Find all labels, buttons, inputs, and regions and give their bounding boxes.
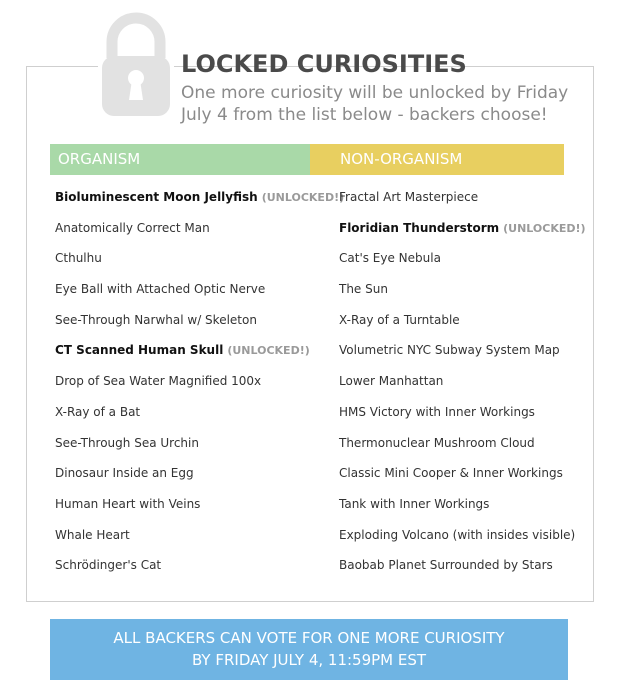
curiosity-name: Anatomically Correct Man [55, 220, 210, 235]
unlocked-badge: (UNLOCKED!) [261, 191, 345, 204]
curiosity-name: Bioluminescent Moon Jellyfish [55, 190, 258, 204]
list-item [55, 309, 344, 340]
curiosity-name: Drop of Sea Water Magnified 100x [55, 374, 262, 389]
list-item [55, 370, 344, 401]
list-item [339, 309, 586, 340]
curiosity-name: Whale Heart [55, 527, 130, 542]
organism-column-header: ORGANISM [50, 144, 310, 175]
list-item [339, 278, 586, 309]
list-item [339, 554, 586, 585]
list-item [339, 432, 586, 463]
curiosity-name: Dinosaur Inside an Egg [55, 466, 194, 481]
curiosity-name: Human Heart with Veins [55, 496, 201, 511]
curiosity-name: See-Through Narwhal w/ Skeleton [55, 312, 257, 327]
curiosity-name: Exploding Volcano (with insides visible) [339, 527, 576, 542]
curiosity-name: Cat's Eye Nebula [339, 251, 441, 266]
non-organism-column-header: NON-ORGANISM [310, 144, 564, 175]
list-item [339, 217, 586, 248]
curiosity-name: The Sun [339, 282, 388, 297]
list-item [55, 462, 344, 493]
curiosity-name: X-Ray of a Turntable [339, 312, 460, 327]
curiosity-name: Thermonuclear Mushroom Cloud [339, 435, 535, 450]
curiosity-name: Cthulhu [55, 251, 102, 266]
list-item [55, 493, 344, 524]
curiosity-name: Fractal Art Masterpiece [339, 190, 479, 204]
non-organism-list [339, 186, 586, 585]
list-item [339, 339, 586, 370]
list-item [339, 247, 586, 278]
curiosity-name: Tank with Inner Workings [339, 496, 490, 511]
list-item [339, 524, 586, 555]
curiosity-name: CT Scanned Human Skull [55, 343, 224, 358]
list-item [339, 370, 586, 401]
list-item [55, 401, 344, 432]
curiosity-name: Baobab Planet Surrounded by Stars [339, 558, 553, 573]
curiosity-name: HMS Victory with Inner Workings [339, 404, 535, 419]
list-item [55, 186, 344, 217]
list-item [339, 493, 586, 524]
curiosity-name: Volumetric NYC Subway System Map [339, 343, 560, 358]
curiosity-name: Eye Ball with Attached Optic Nerve [55, 282, 266, 297]
list-item [55, 524, 344, 555]
curiosity-name: See-Through Sea Urchin [55, 435, 199, 450]
list-item [55, 554, 344, 585]
list-item [55, 339, 344, 370]
curiosity-name: X-Ray of a Bat [55, 404, 141, 419]
list-item [55, 278, 344, 309]
list-item [339, 186, 586, 217]
page-subtitle: One more curiosity will be unlocked by Friday July 4 from the list below - backers choose! [181, 83, 569, 125]
list-item [55, 432, 344, 463]
banner-line-1: ALL BACKERS CAN VOTE FOR ONE MORE CURIOSITY [113, 629, 505, 647]
page-title: LOCKED CURIOSITIES [181, 50, 467, 78]
banner-line-2: BY FRIDAY JULY 4, 11:59PM EST [191, 651, 427, 669]
list-item [55, 217, 344, 248]
organism-list [55, 186, 344, 585]
list-item [339, 462, 586, 493]
curiosity-name: Floridian Thunderstorm [339, 220, 500, 235]
vote-banner [50, 619, 568, 680]
lock-icon [98, 12, 174, 118]
curiosity-name: Classic Mini Cooper & Inner Workings [339, 466, 563, 481]
unlocked-badge: (UNLOCKED!) [503, 221, 586, 235]
unlocked-badge: (UNLOCKED!) [227, 344, 310, 358]
curiosity-name: Schrödinger's Cat [55, 558, 162, 573]
curiosity-name: Lower Manhattan [339, 374, 444, 389]
list-item [55, 247, 344, 278]
list-item [339, 401, 586, 432]
